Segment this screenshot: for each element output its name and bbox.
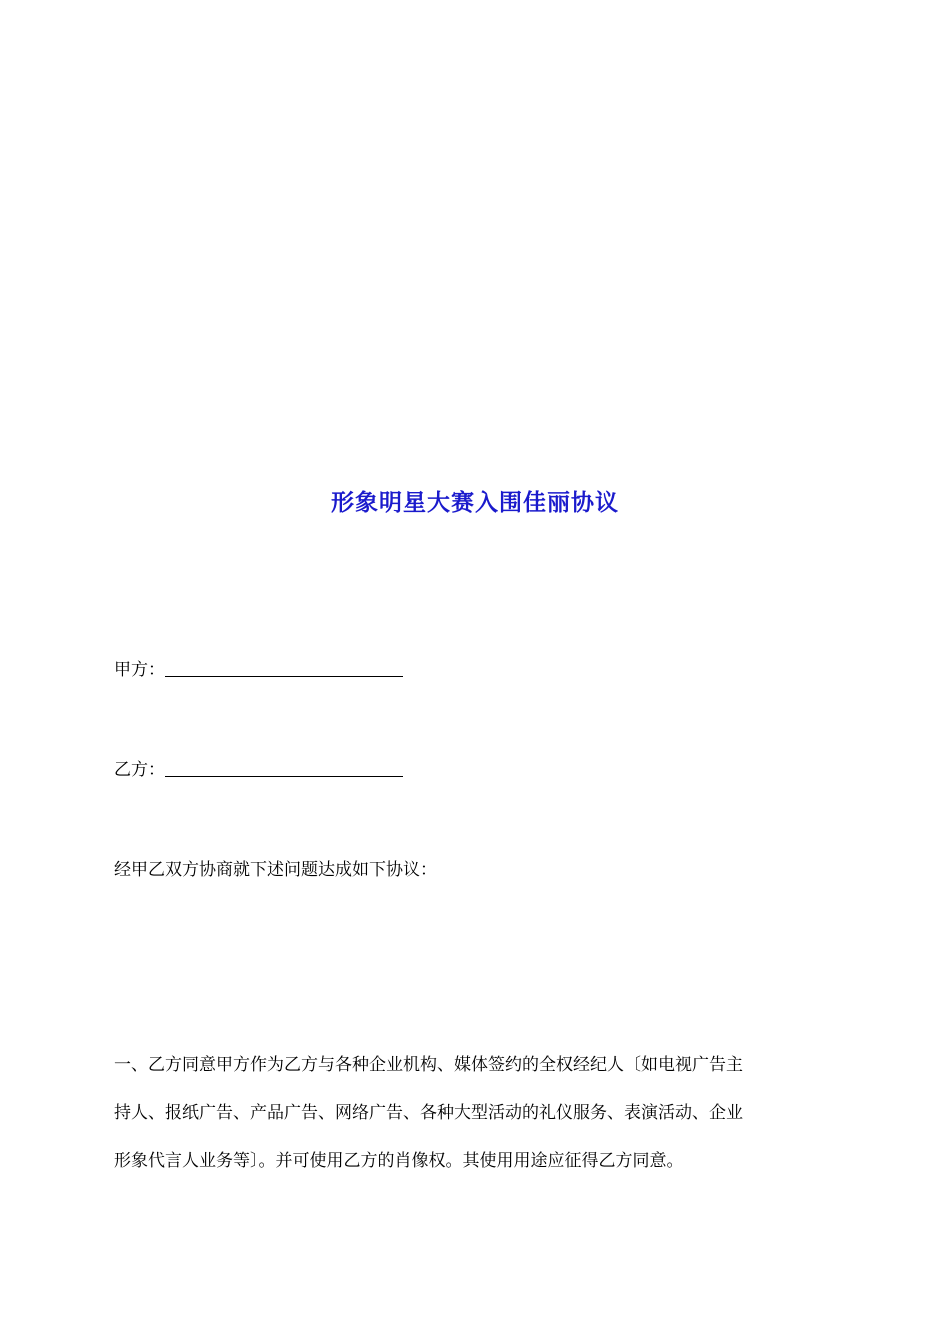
clause-1-line: 形象代言人业务等〕。并可使用乙方的肖像权。其使用用途应征得乙方同意。: [114, 1151, 684, 1171]
party-a-label: 甲方：: [114, 660, 165, 680]
clause-1-line: 持人、报纸广告、产品广告、网络广告、各种大型活动的礼仪服务、表演活动、企业: [114, 1103, 743, 1123]
party-b-label: 乙方：: [114, 760, 165, 780]
clause-1-line: 一、乙方同意甲方作为乙方与各种企业机构、媒体签约的全权经纪人〔如电视广告主: [114, 1055, 743, 1075]
party-b-blank: [165, 758, 403, 777]
intro-paragraph: 经甲乙双方协商就下述问题达成如下协议：: [114, 860, 437, 880]
document-title: 形象明星大赛入围佳丽协议: [331, 490, 619, 516]
clause-1-paragraph: [114, 1053, 838, 1197]
party-b-line: [114, 758, 403, 782]
party-a-blank: [165, 658, 403, 677]
party-a-line: [114, 658, 403, 682]
